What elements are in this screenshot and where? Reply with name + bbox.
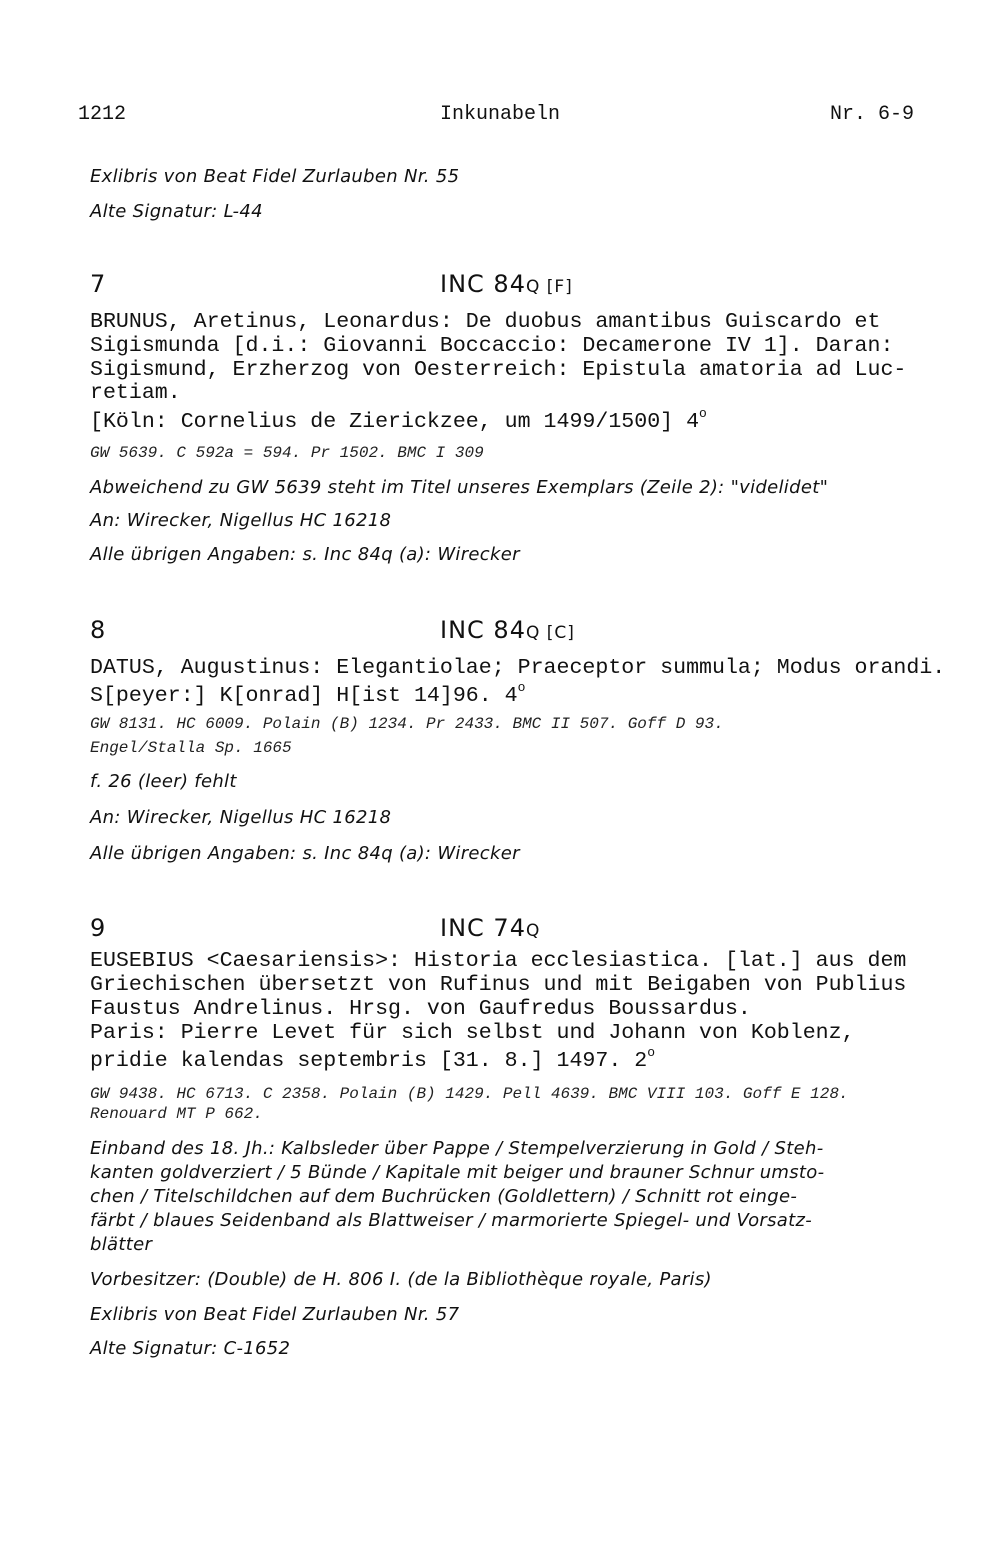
running-title: Inkunabeln	[440, 103, 561, 126]
references: Engel/Stalla Sp. 1665	[90, 739, 292, 757]
references: GW 9438. HC 6713. C 2358. Polain (B) 1429. Pell 4639. BMC VIII 103. Goff E 128.	[90, 1085, 849, 1103]
imprint-line	[90, 407, 707, 434]
shelfmark-suffix: Q [C]	[525, 623, 575, 643]
page-number: 1212	[78, 103, 127, 126]
note: Exlibris von Beat Fidel Zurlauben Nr. 57	[90, 1304, 460, 1325]
format-superscript: o	[517, 680, 526, 695]
references: GW 5639. C 592a = 594. Pr 1502. BMC I 309	[90, 444, 484, 462]
exlibris-note: Exlibris von Beat Fidel Zurlauben Nr. 55	[90, 166, 460, 187]
imprint-text: S[peyer:] K[onrad] H[ist 14]96. 4	[90, 684, 518, 708]
shelfmark-main: INC 74	[440, 914, 526, 942]
imprint-line: Paris: Pierre Levet für sich selbst und Johann von Koblenz,	[90, 1021, 855, 1045]
imprint-text: pridie kalendas septembris [31. 8.] 1497. 2	[90, 1049, 648, 1073]
entry-number: 9	[90, 914, 106, 942]
shelfmark-suffix: Q	[525, 921, 541, 941]
note: f. 26 (leer) fehlt	[90, 771, 237, 792]
shelfmark-main: INC 84	[440, 270, 526, 298]
title-line: Griechischen übersetzt von Rufinus und mit Beigaben von Publius	[90, 973, 907, 997]
shelfmark-main: INC 84	[440, 616, 526, 644]
title-line: DATUS, Augustinus: Elegantiolae; Praeceptor summula; Modus orandi.	[90, 656, 946, 680]
title-line: Faustus Andrelinus. Hrsg. von Gaufredus Boussardus.	[90, 997, 751, 1021]
note: Abweichend zu GW 5639 steht im Titel unseres Exemplars (Zeile 2): "videlidet"	[90, 477, 829, 498]
note: Vorbesitzer: (Double) de H. 806 I. (de la Bibliothèque royale, Paris)	[90, 1269, 712, 1290]
format-superscript: o	[699, 406, 707, 421]
title-line: Sigismunda [d.i.: Giovanni Boccaccio: Decamerone IV 1]. Daran:	[90, 334, 894, 358]
binding-line: färbt / blaues Seidenband als Blattweiser / marmorierte Spiegel- und Vorsatz-	[90, 1210, 813, 1231]
note: Alle übrigen Angaben: s. Inc 84q (a): Wirecker	[90, 544, 520, 565]
shelfmark	[440, 914, 540, 942]
note: An: Wirecker, Nigellus HC 16218	[90, 510, 392, 531]
binding-line: blätter	[90, 1234, 153, 1255]
entry-range: Nr. 6-9	[830, 103, 915, 126]
shelfmark-suffix: Q [F]	[525, 277, 573, 297]
shelfmark	[440, 616, 575, 644]
title-line: retiam.	[90, 381, 181, 405]
format-superscript: o	[647, 1045, 656, 1060]
title-line: EUSEBIUS <Caesariensis>: Historia ecclesiastica. [lat.] aus dem	[90, 949, 907, 973]
note: Alte Signatur: C-1652	[90, 1338, 291, 1359]
old-shelfmark-note: Alte Signatur: L-44	[90, 201, 263, 222]
title-line: BRUNUS, Aretinus, Leonardus: De duobus amantibus Guiscardo et	[90, 310, 881, 334]
note: Alle übrigen Angaben: s. Inc 84q (a): Wirecker	[90, 843, 520, 864]
references: GW 8131. HC 6009. Polain (B) 1234. Pr 2433. BMC II 507. Goff D 93.	[90, 715, 724, 733]
binding-line: chen / Titelschildchen auf dem Buchrücken (Goldlettern) / Schnitt rot einge-	[90, 1186, 798, 1207]
references: Renouard MT P 662.	[90, 1105, 263, 1123]
shelfmark	[440, 270, 573, 298]
imprint-line	[90, 681, 525, 708]
entry-number: 7	[90, 270, 106, 298]
binding-line: Einband des 18. Jh.: Kalbsleder über Pappe / Stempelverzierung in Gold / Steh-	[90, 1138, 824, 1159]
imprint-line	[90, 1046, 655, 1073]
entry-number: 8	[90, 616, 106, 644]
title-line: Sigismund, Erzherzog von Oesterreich: Epistula amatoria ad Luc-	[90, 358, 907, 382]
binding-line: kanten goldverziert / 5 Bünde / Kapitale mit beiger und brauner Schnur umsto-	[90, 1162, 825, 1183]
imprint-text: [Köln: Cornelius de Zierickzee, um 1499/1500] 4	[90, 410, 700, 434]
note: An: Wirecker, Nigellus HC 16218	[90, 807, 392, 828]
